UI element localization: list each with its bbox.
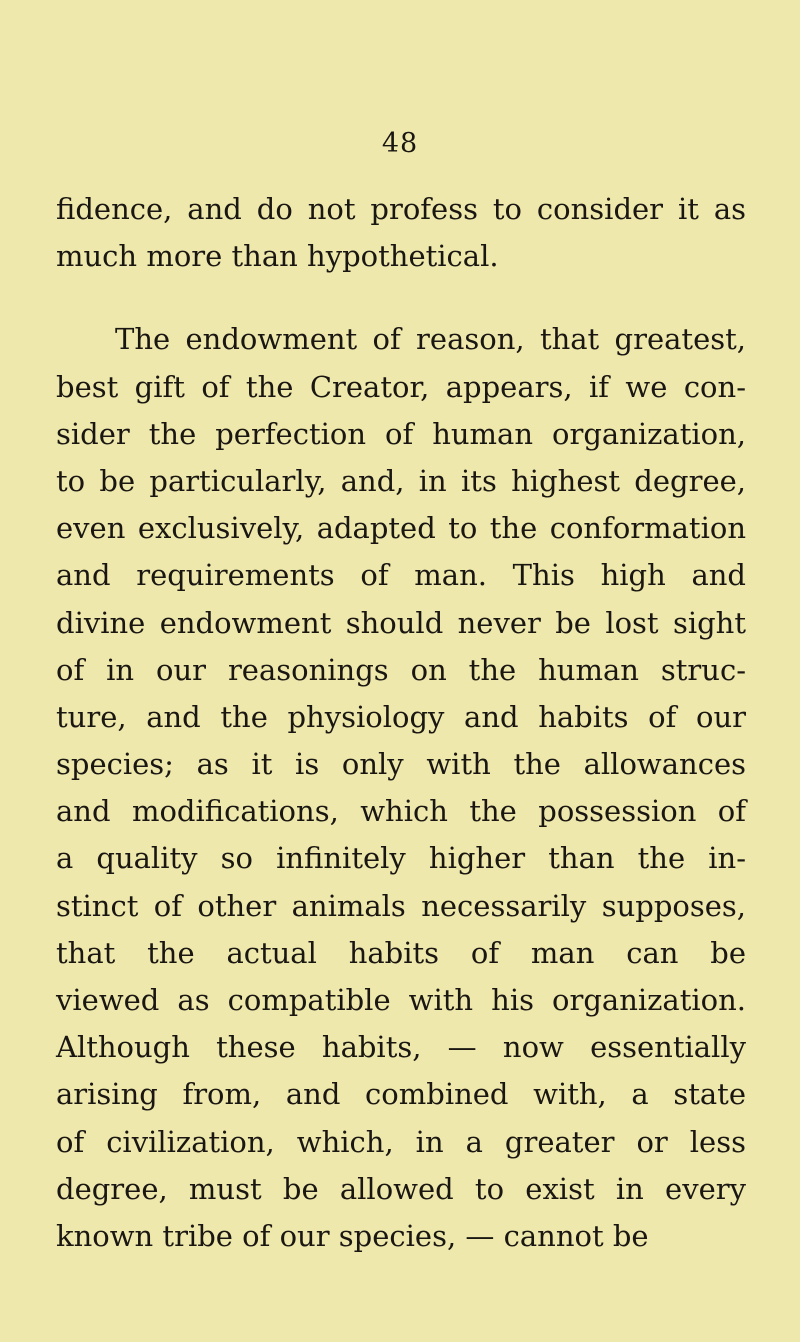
- text-line: and modifications, which the possession of: [56, 794, 746, 829]
- text-line: a quality so infinitely higher than the in-: [56, 841, 746, 876]
- text-line: species; as it is only with the allowances: [56, 747, 746, 782]
- text-line: stinct of other animals necessarily supposes,: [56, 888, 746, 923]
- text-line: degree, must be allowed to exist in every: [56, 1171, 746, 1206]
- text-line: of civilization, which, in a greater or less: [56, 1124, 746, 1159]
- text-line: even exclusively, adapted to the conformation: [56, 511, 746, 546]
- text-line: The endowment of reason, that greatest,: [115, 322, 746, 357]
- text-line: much more than hypothetical.: [56, 239, 499, 274]
- text-line: sider the perfection of human organization,: [56, 416, 746, 451]
- text-line: divine endowment should never be lost sight: [56, 605, 746, 640]
- text-line: best gift of the Creator, appears, if we con-: [56, 369, 746, 404]
- text-line: and requirements of man. This high and: [56, 558, 746, 593]
- text-line: ture, and the physiology and habits of our: [56, 699, 746, 734]
- paragraph: [56, 316, 746, 1260]
- text-line: fidence, and do not profess to consider it as: [56, 192, 746, 226]
- text-line: viewed as compatible with his organization.: [56, 983, 746, 1017]
- paragraph: [56, 186, 746, 280]
- text-line: that the actual habits of man can be: [56, 935, 746, 970]
- page-number: 48: [381, 128, 419, 159]
- paragraph-gap: [56, 280, 746, 316]
- body-text: [56, 186, 746, 1260]
- text-line: to be particularly, and, in its highest degree,: [56, 463, 746, 498]
- text-line: known tribe of our species, — cannot be: [56, 1218, 649, 1253]
- text-line: arising from, and combined with, a state: [56, 1077, 746, 1112]
- text-line: Although these habits, — now essentially: [56, 1030, 746, 1065]
- text-line: of in our reasonings on the human struc-: [56, 652, 746, 687]
